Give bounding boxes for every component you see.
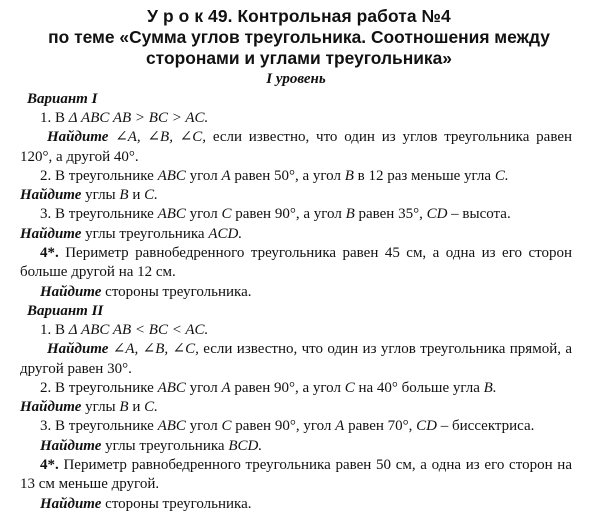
v2-task-1-question	[20, 340, 572, 379]
find-label: Найдите	[47, 341, 109, 358]
v1-task-3	[20, 205, 572, 244]
text: равен 90°, а угол	[231, 206, 346, 223]
triangle-name: ABC	[157, 206, 186, 223]
vertex: A	[221, 167, 231, 184]
text: углы	[81, 187, 120, 204]
v1-task-1-condition: Δ ABC AB > BC > AC.	[68, 110, 209, 126]
text: равен 35°,	[354, 206, 427, 223]
text: – биссектриса.	[437, 418, 535, 435]
triangle-name: ABC	[157, 379, 186, 396]
lesson-topic-line2: сторонами и углами треугольника»	[146, 48, 452, 68]
triangle-name: BCD.	[228, 437, 263, 454]
v1-task-4-question	[20, 283, 572, 302]
v1-task-1-question	[20, 128, 572, 167]
find-label: Найдите	[20, 187, 82, 204]
text: 3. В треугольнике	[40, 418, 158, 435]
lesson-topic-line1: по теме «Сумма углов треугольника. Соотношения между	[48, 27, 550, 47]
vertex: B	[119, 399, 129, 416]
vertex: C.	[494, 167, 509, 184]
text: равен 90°, а угол	[230, 379, 345, 396]
vertex: A	[335, 418, 345, 435]
triangle-name: ABC	[157, 418, 186, 435]
text: стороны треугольника.	[101, 283, 252, 300]
v1-task-1-text: если известно, что один из углов треугольника равен 120°, а другой 40°.	[20, 129, 573, 165]
v2-task-4	[20, 456, 572, 495]
text: Периметр равнобедренного треугольника равен 50 см, а одна из его сторон на 13 см меньше другой.	[20, 457, 572, 493]
vertex: B.	[483, 379, 497, 396]
level-heading: I уровень	[266, 71, 326, 87]
text: равен 50°, а угол	[230, 167, 345, 184]
text: углы треугольника	[101, 437, 229, 454]
v1-task-1-number: 1. В	[40, 110, 69, 126]
text: 2. В треугольнике	[40, 167, 158, 184]
v2-task-4-question	[20, 495, 572, 514]
v2-task-3	[20, 417, 572, 436]
task-number: 4*.	[40, 457, 59, 474]
find-label: Найдите	[40, 283, 102, 300]
segment: CD	[426, 206, 448, 223]
v2-task-2	[20, 379, 572, 418]
variant-2-title: Вариант II	[27, 302, 104, 319]
text: углы треугольника	[81, 225, 209, 242]
variant-1-title: Вариант I	[27, 91, 98, 107]
text: равен 70°,	[344, 418, 417, 435]
find-label: Найдите	[20, 225, 82, 242]
text: Периметр равнобедренного треугольника равен 45 см, а одна из его сторон больше другой на 12 см.	[20, 245, 572, 281]
text: 2. В треугольнике	[40, 379, 158, 396]
text: угол	[185, 206, 222, 223]
task-number: 4*.	[40, 245, 59, 262]
text: и	[128, 399, 145, 416]
vertex: C	[221, 418, 232, 435]
vertex: A	[221, 379, 231, 396]
find-label: Найдите	[47, 129, 109, 146]
text: стороны треугольника.	[101, 495, 252, 512]
v1-task-2	[20, 167, 572, 206]
text: – высота.	[447, 206, 511, 223]
v2-task-1-condition: Δ ABC AB < BC < AC.	[68, 321, 209, 338]
v2-task-1	[20, 321, 572, 340]
text: в 12 раз меньше угла	[353, 167, 495, 184]
v2-task-3-question	[20, 437, 572, 456]
find-label: Найдите	[40, 437, 102, 454]
v2-task-1-text: если известно, что один из углов треугольника прямой, а другой равен 30°.	[20, 341, 573, 377]
lesson-header	[26, 6, 572, 69]
segment: CD	[416, 418, 438, 435]
vertex: C	[344, 379, 355, 396]
vertex: C.	[144, 187, 158, 204]
find-label: Найдите	[20, 399, 82, 416]
text: угол	[185, 418, 222, 435]
text: 3. В треугольнике	[40, 206, 158, 223]
triangle-name: ACD.	[208, 225, 243, 242]
v1-angles: ∠A, ∠B, ∠C,	[115, 129, 207, 146]
text: равен 90°, угол	[231, 418, 336, 435]
vertex: B	[345, 206, 355, 223]
vertex: B	[119, 187, 129, 204]
vertex: C	[221, 206, 232, 223]
v2-task-1-number: 1. В	[40, 321, 69, 338]
v1-task-4	[20, 244, 572, 283]
v2-angles: ∠A, ∠B, ∠C,	[112, 341, 199, 358]
find-label: Найдите	[40, 495, 102, 512]
lesson-title: У р о к 49. Контрольная работа №4	[147, 6, 451, 26]
triangle-name: ABC	[157, 167, 186, 184]
text: и	[128, 187, 145, 204]
text: углы	[81, 399, 120, 416]
vertex: C.	[144, 399, 158, 416]
vertex: B	[344, 167, 354, 184]
text: на 40° больше угла	[354, 379, 484, 396]
text: угол	[185, 167, 222, 184]
text: угол	[185, 379, 222, 396]
v1-task-1	[20, 109, 572, 128]
